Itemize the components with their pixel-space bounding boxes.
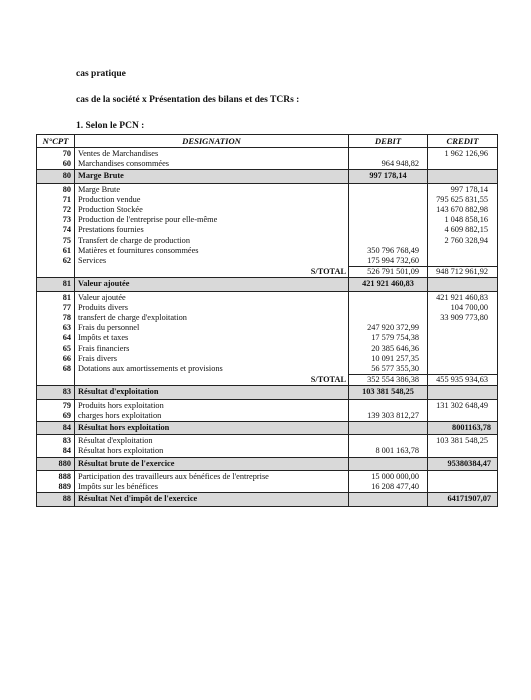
table-row	[37, 205, 498, 215]
result-designation: Résultat d'exploitation	[75, 386, 349, 399]
result-credit: 8001163,78	[428, 422, 498, 435]
result-row	[37, 278, 498, 291]
table-row	[37, 246, 498, 256]
result-account-number: 84	[37, 422, 75, 435]
header-account-number: N°CPT	[37, 135, 75, 148]
table-row	[37, 333, 498, 343]
designation-cell: Résultat hors exploitation	[75, 446, 349, 457]
account-number: 73	[37, 215, 75, 225]
credit-cell: 421 921 460,83	[428, 291, 498, 303]
account-number: 69	[37, 411, 75, 422]
subtotal-credit: 455 935 934,63	[428, 375, 498, 386]
table-body	[37, 148, 498, 507]
designation-cell: charges hors exploitation	[75, 411, 349, 422]
credit-cell	[428, 333, 498, 343]
table-row	[37, 446, 498, 457]
result-row	[37, 422, 498, 435]
debit-cell	[349, 215, 428, 225]
table-row	[37, 470, 498, 482]
designation-cell: Impôts et taxes	[75, 333, 349, 343]
table-row	[37, 323, 498, 333]
table-row	[37, 364, 498, 375]
table-row	[37, 148, 498, 160]
credit-cell	[428, 470, 498, 482]
result-account-number: 880	[37, 457, 75, 470]
designation-cell: Ventes de Marchandises	[75, 148, 349, 160]
subtotal-row	[37, 375, 498, 386]
result-designation: Résultat Net d'impôt de l'exercice	[75, 493, 349, 506]
table-row	[37, 482, 498, 493]
result-designation: Résultat hors exploitation	[75, 422, 349, 435]
debit-cell: 20 385 646,36	[349, 344, 428, 354]
designation-cell: Produits divers	[75, 303, 349, 313]
table-row	[37, 236, 498, 246]
account-number: 78	[37, 313, 75, 323]
account-number: 81	[37, 291, 75, 303]
debit-cell: 17 579 754,38	[349, 333, 428, 343]
account-number: 62	[37, 256, 75, 267]
credit-cell	[428, 482, 498, 493]
result-account-number: 81	[37, 278, 75, 291]
debit-cell	[349, 195, 428, 205]
result-debit: 103 381 548,25	[349, 386, 428, 399]
designation-cell: Impôts sur les bénéfices	[75, 482, 349, 493]
designation-cell: Résultat d'exploitation	[75, 435, 349, 447]
table-row	[37, 303, 498, 313]
result-row	[37, 493, 498, 506]
empty-cell	[37, 267, 75, 278]
result-credit	[428, 386, 498, 399]
table-row	[37, 256, 498, 267]
credit-cell	[428, 246, 498, 256]
debit-cell	[349, 303, 428, 313]
table-row	[37, 435, 498, 447]
account-number: 888	[37, 470, 75, 482]
result-debit	[349, 457, 428, 470]
result-designation: Résultat brute de l'exercice	[75, 457, 349, 470]
debit-cell: 247 920 372,99	[349, 323, 428, 333]
account-number: 60	[37, 159, 75, 170]
account-number: 61	[37, 246, 75, 256]
section-heading: 1. Selon le PCN :	[76, 121, 145, 131]
account-number: 63	[37, 323, 75, 333]
designation-cell: Dotations aux amortissements et provisions	[75, 364, 349, 375]
case-heading: cas pratique	[76, 69, 126, 79]
debit-cell	[349, 183, 428, 195]
designation-cell: Prestations fournies	[75, 225, 349, 235]
result-credit	[428, 278, 498, 291]
credit-cell	[428, 364, 498, 375]
debit-cell	[349, 435, 428, 447]
debit-cell: 16 208 477,40	[349, 482, 428, 493]
table-row	[37, 183, 498, 195]
account-number: 83	[37, 435, 75, 447]
result-credit: 64171907,07	[428, 493, 498, 506]
credit-cell	[428, 344, 498, 354]
table-row	[37, 215, 498, 225]
credit-cell: 795 625 831,55	[428, 195, 498, 205]
credit-cell: 103 381 548,25	[428, 435, 498, 447]
debit-cell: 15 000 000,00	[349, 470, 428, 482]
credit-cell	[428, 354, 498, 364]
table-row	[37, 159, 498, 170]
credit-cell: 4 609 882,15	[428, 225, 498, 235]
subtotal-row	[37, 267, 498, 278]
account-number: 79	[37, 399, 75, 411]
credit-cell: 104 700,00	[428, 303, 498, 313]
subtotal-debit: 352 554 386,38	[349, 375, 428, 386]
result-account-number: 83	[37, 386, 75, 399]
debit-cell: 10 091 257,35	[349, 354, 428, 364]
account-number: 889	[37, 482, 75, 493]
designation-cell: Marge Brute	[75, 183, 349, 195]
empty-cell	[37, 375, 75, 386]
header-debit: DEBIT	[349, 135, 428, 148]
designation-cell: Matières et fournitures consommées	[75, 246, 349, 256]
designation-cell: transfert de charge d'exploitation	[75, 313, 349, 323]
debit-cell: 139 303 812,27	[349, 411, 428, 422]
result-account-number: 80	[37, 170, 75, 183]
subtotal-credit: 948 712 961,92	[428, 267, 498, 278]
debit-cell	[349, 148, 428, 160]
account-number: 70	[37, 148, 75, 160]
subtotal-debit: 526 791 501,09	[349, 267, 428, 278]
result-designation: Marge Brute	[75, 170, 349, 183]
designation-cell: Frais financiers	[75, 344, 349, 354]
result-debit	[349, 493, 428, 506]
designation-cell: Frais divers	[75, 354, 349, 364]
debit-cell: 8 001 163,78	[349, 446, 428, 457]
designation-cell: Services	[75, 256, 349, 267]
credit-cell	[428, 446, 498, 457]
account-number: 74	[37, 225, 75, 235]
header-designation: DESIGNATION	[75, 135, 349, 148]
debit-cell	[349, 313, 428, 323]
table-row	[37, 399, 498, 411]
credit-cell: 1 962 126,96	[428, 148, 498, 160]
table-row	[37, 225, 498, 235]
debit-cell	[349, 399, 428, 411]
result-debit: 997 178,14	[349, 170, 428, 183]
debit-cell	[349, 291, 428, 303]
subtotal-label: S/TOTAL	[75, 267, 349, 278]
designation-cell: Production Stockée	[75, 205, 349, 215]
account-number: 65	[37, 344, 75, 354]
designation-cell: Produits hors exploitation	[75, 399, 349, 411]
credit-cell	[428, 256, 498, 267]
designation-cell: Marchandises consommées	[75, 159, 349, 170]
credit-cell: 33 909 773,80	[428, 313, 498, 323]
table-row	[37, 411, 498, 422]
designation-cell: Frais du personnel	[75, 323, 349, 333]
debit-cell	[349, 205, 428, 215]
account-number: 66	[37, 354, 75, 364]
credit-cell: 997 178,14	[428, 183, 498, 195]
account-number: 77	[37, 303, 75, 313]
designation-cell: Transfert de charge de production	[75, 236, 349, 246]
debit-cell: 964 948,82	[349, 159, 428, 170]
account-number: 80	[37, 183, 75, 195]
debit-cell	[349, 225, 428, 235]
designation-cell: Production de l'entreprise pour elle-même	[75, 215, 349, 225]
debit-cell: 56 577 355,30	[349, 364, 428, 375]
designation-cell: Production vendue	[75, 195, 349, 205]
credit-cell: 131 302 648,49	[428, 399, 498, 411]
table-row	[37, 195, 498, 205]
debit-cell: 350 796 768,49	[349, 246, 428, 256]
account-number: 75	[37, 236, 75, 246]
result-credit	[428, 170, 498, 183]
debit-cell: 175 994 732,60	[349, 256, 428, 267]
table-header	[37, 135, 498, 148]
result-debit: 421 921 460,83	[349, 278, 428, 291]
account-number: 84	[37, 446, 75, 457]
debit-cell	[349, 236, 428, 246]
account-number: 68	[37, 364, 75, 375]
result-row	[37, 457, 498, 470]
credit-cell	[428, 159, 498, 170]
table-row	[37, 344, 498, 354]
result-designation: Valeur ajoutée	[75, 278, 349, 291]
result-account-number: 88	[37, 493, 75, 506]
account-number: 71	[37, 195, 75, 205]
result-row	[37, 170, 498, 183]
table-row	[37, 291, 498, 303]
credit-cell: 1 048 858,16	[428, 215, 498, 225]
result-row	[37, 386, 498, 399]
designation-cell: Valeur ajoutée	[75, 291, 349, 303]
credit-cell: 2 760 328,94	[428, 236, 498, 246]
subtotal-label: S/TOTAL	[75, 375, 349, 386]
result-credit: 95380384,47	[428, 457, 498, 470]
designation-cell: Participation des travailleurs aux bénéfices de l'entreprise	[75, 470, 349, 482]
result-debit	[349, 422, 428, 435]
account-number: 64	[37, 333, 75, 343]
credit-cell	[428, 411, 498, 422]
header-credit: CREDIT	[428, 135, 498, 148]
table-row	[37, 313, 498, 323]
table-row	[37, 354, 498, 364]
account-number: 72	[37, 205, 75, 215]
pcn-table	[36, 134, 498, 507]
document-subtitle: cas de la société x Présentation des bilans et des TCRs :	[76, 95, 300, 105]
credit-cell: 143 670 882,98	[428, 205, 498, 215]
credit-cell	[428, 323, 498, 333]
